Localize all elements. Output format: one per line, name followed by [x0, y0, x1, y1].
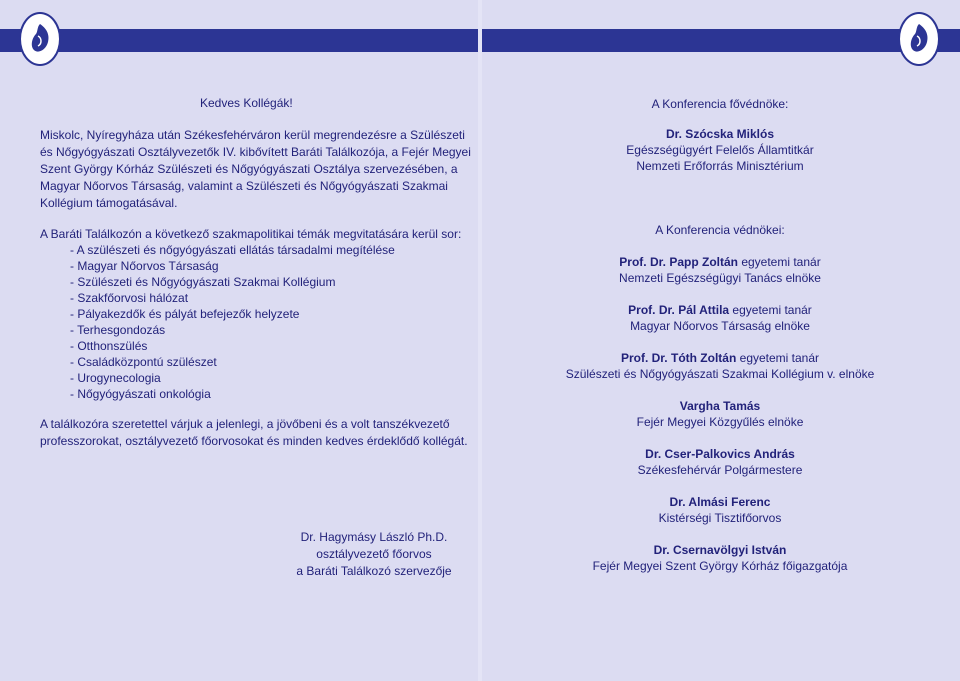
- patron-block: [560, 126, 880, 174]
- paragraph-line: Szent György Kórház Szülészeti és Nőgyógyászati Osztálya szervezésében, a: [40, 162, 458, 176]
- paragraph-line: A találkozóra szeretettel várjuk a jelenlegi, a jövőbeni és a volt tanszékvezető: [40, 417, 450, 431]
- list-item: - Családközpontú szülészet: [70, 355, 217, 369]
- patron-line: Egészségügyért Felelős Államtitkár: [626, 143, 814, 157]
- patron-entry: [560, 446, 880, 478]
- signature-name: Dr. Hagymásy László Ph.D.: [300, 530, 448, 544]
- patron-role: Székesfehérvár Polgármestere: [637, 463, 803, 477]
- patron-entry: [560, 494, 880, 526]
- logo-icon: [19, 12, 61, 66]
- list-item: - Szülészeti és Nőgyógyászati Szakmai Kollégium: [70, 275, 336, 289]
- list-item: - Urogynecologia: [70, 371, 161, 385]
- patron-entry: [560, 398, 880, 430]
- list-item: - Otthonszülés: [70, 339, 148, 353]
- patrons-heading: [560, 222, 880, 238]
- section-heading: A Konferencia fővédnöke:: [651, 97, 789, 111]
- topics-intro: A Baráti Találkozón a következő szakmapolitikai témák megvitatására kerül sor:: [40, 227, 462, 241]
- patron-role: Fejér Megyei Szent György Kórház főigazgatója: [592, 559, 848, 573]
- patron-heading: [560, 96, 880, 112]
- patron-name: Vargha Tamás: [679, 399, 761, 413]
- patron-name: Dr. Almási Ferenc: [669, 495, 771, 509]
- list-item: - A szülészeti és nőgyógyászati ellátás társadalmi megítélése: [70, 243, 395, 257]
- intro-paragraph: [40, 127, 471, 212]
- patron-role: Magyar Nőorvos Társaság elnöke: [630, 319, 810, 333]
- paragraph-line: Magyar Nőorvos Társaság, valamint a Szülészeti és Nőgyógyászati Szakmai: [40, 179, 448, 193]
- patron-entry: [560, 542, 880, 574]
- patron-role: Nemzeti Egészségügyi Tanács elnöke: [619, 271, 821, 285]
- patron-entry: [560, 350, 880, 382]
- section-heading: A Konferencia védnökei:: [655, 223, 785, 237]
- patron-name: Dr. Szócska Miklós: [665, 127, 775, 141]
- paragraph-line: és Nőgyógyászati Osztályvezetők IV. kibővített Baráti Találkozója, a Fejér Megyei: [40, 145, 471, 159]
- greeting: Kedves Kollégák!: [200, 96, 293, 110]
- patron-name: Prof. Dr. Pál Attila egyetemi tanár: [628, 303, 812, 317]
- list-item: - Magyar Nőorvos Társaság: [70, 259, 219, 273]
- patron-name: Prof. Dr. Papp Zoltán egyetemi tanár: [619, 255, 821, 269]
- paragraph-line: professzorokat, osztályvezető főorvosokat és minden kedves érdeklődő kollégát.: [40, 434, 468, 448]
- patron-name: Dr. Cser-Palkovics András: [645, 447, 795, 461]
- list-item: - Terhesgondozás: [70, 323, 166, 337]
- header-band-right: [482, 29, 960, 52]
- patron-name: Dr. Csernavölgyi István: [653, 543, 787, 557]
- logo-icon: [898, 12, 940, 66]
- header-band-left: [0, 29, 478, 52]
- patron-entry: [560, 302, 880, 334]
- signature-role: a Baráti Találkozó szervezője: [296, 564, 452, 578]
- paragraph-line: Miskolc, Nyíregyháza után Székesfehérváron kerül megrendezésre a Szülészeti: [40, 128, 465, 142]
- patron-role: Szülészeti és Nőgyógyászati Szakmai Kollégium v. elnöke: [565, 367, 875, 381]
- patron-entry: [560, 254, 880, 286]
- signature-title: osztályvezető főorvos: [316, 547, 432, 561]
- list-item: - Nőgyógyászati onkológia: [70, 387, 211, 401]
- paragraph-line: Kollégium támogatásával.: [40, 196, 178, 210]
- signature: [284, 529, 464, 580]
- patron-role: Kistérségi Tisztifőorvos: [658, 511, 782, 525]
- fold-divider: [478, 0, 482, 681]
- patron-name: Prof. Dr. Tóth Zoltán egyetemi tanár: [620, 351, 820, 365]
- patron-line: Nemzeti Erőforrás Minisztérium: [636, 159, 804, 173]
- topics-list: [70, 242, 395, 402]
- invitation-paragraph: [40, 416, 468, 450]
- list-item: - Szakfőorvosi hálózat: [70, 291, 189, 305]
- list-item: - Pályakezdők és pályát befejezők helyzete: [70, 307, 300, 321]
- patron-role: Fejér Megyei Közgyűlés elnöke: [636, 415, 804, 429]
